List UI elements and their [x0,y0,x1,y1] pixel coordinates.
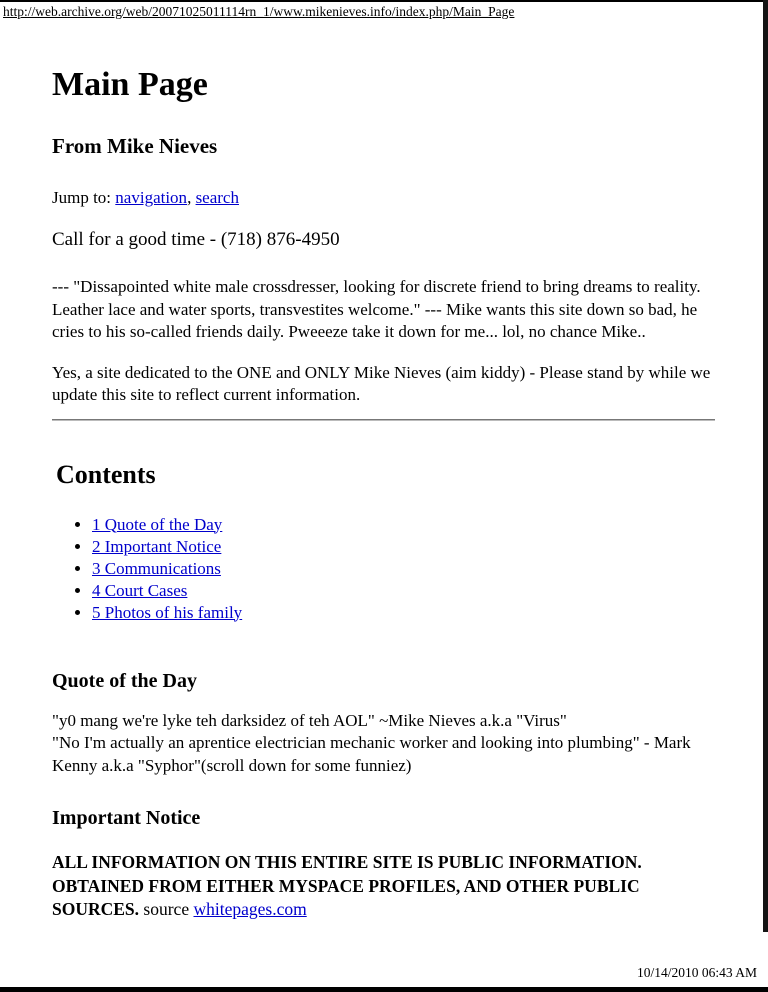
contents-heading: Contents [56,459,156,489]
toc-item [92,536,716,558]
toc-item [92,514,716,536]
whitepages-link[interactable]: whitepages.com [193,899,307,920]
notice-source-label: source [139,899,194,920]
jump-separator: , [187,188,192,208]
jump-to-label: Jump to: [52,188,112,208]
call-line: Call for a good time - (718) 876-4950 [52,229,340,251]
page-bottom-border [0,987,768,992]
toc-item [92,602,716,624]
toc-item [92,580,716,602]
site-subtitle: From Mike Nieves [52,134,218,159]
quote-of-the-day-heading: Quote of the Day [52,669,197,692]
toc-item [92,558,716,580]
page-title: Main Page [52,66,208,103]
quote-line-2: "No I'm actually an aprentice electrician mechanic worker and looking into plumbing" - Mark Kenny a.k.a "Syphor"(scroll down for some funniez) [52,733,691,775]
toc-link-important-notice[interactable]: 2 Important Notice [92,536,222,556]
quote-line-1: "y0 mang we're lyke teh darksidez of teh AOL" ~Mike Nieves a.k.a "Virus" [52,710,567,730]
dedication-paragraph: Yes, a site dedicated to the ONE and ONLY Mike Nieves (aim kiddy) - Please stand by while we update this site to reflect current information. [52,362,711,405]
section-divider [52,419,715,421]
print-footer-timestamp: 10/14/2010 06:43 AM [636,965,757,980]
print-header-url: http://web.archive.org/web/20071025011114rn_1/www.mikenieves.info/index.php/Main_Page [3,4,515,19]
notice-bold-text: ALL INFORMATION ON THIS ENTIRE SITE IS PUBLIC INFORMATION. OBTAINED FROM EITHER MYSPACE PROFILES, AND OTHER PUBLIC SOURCES. [52,852,642,920]
table-of-contents [52,514,716,624]
quote-paragraph [52,710,716,778]
page-top-border [0,0,768,2]
toc-link-quote-of-the-day[interactable]: 1 Quote of the Day [92,514,223,534]
jump-navigation-link[interactable]: navigation [115,188,188,208]
toc-link-photos-of-his-family[interactable]: 5 Photos of his family [92,602,243,622]
jump-search-link[interactable]: search [195,188,239,208]
important-notice-heading: Important Notice [52,807,201,830]
toc-link-court-cases[interactable]: 4 Court Cases [92,580,188,600]
page-right-border [763,0,768,932]
intro-paragraph: --- "Dissapointed white male crossdresser, looking for discrete friend to bring dreams to reality. Leather lace and water sports, transvestites welcome." --- Mike wants this site down so bad, he cries to his so-called friends daily. Pweeeze take it down for me... lol, no chance Mike.. [52,277,701,342]
notice-paragraph [52,851,714,922]
jump-to-line [52,188,716,207]
toc-link-communications[interactable]: 3 Communications [92,558,221,578]
